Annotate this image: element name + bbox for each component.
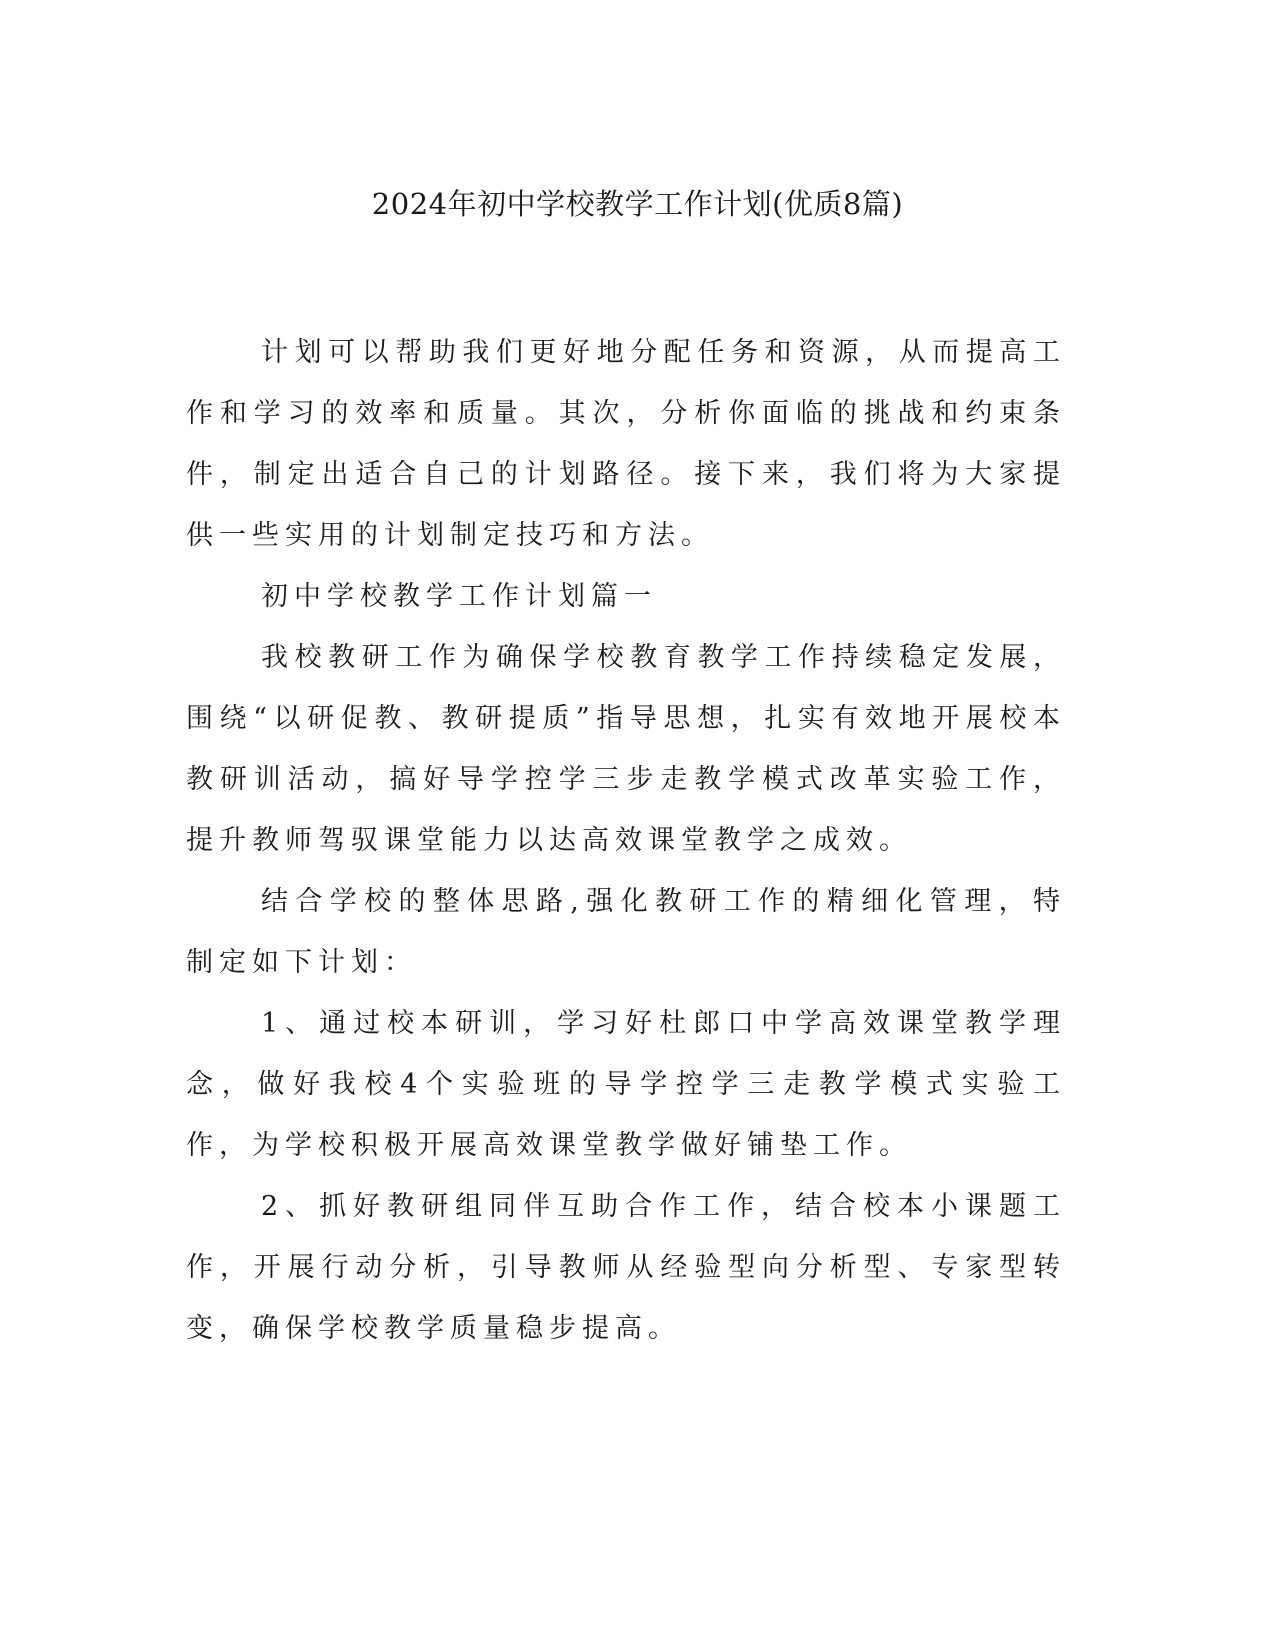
section-heading: 初中学校教学工作计划篇一 — [261, 581, 657, 612]
list-item-paragraph: 2、抓好教研组同伴互助合作工作，结合校本小课题工作，开展行动分析，引导教师从经验型向分析型、专家型转变，确保学校教学质量稳步提高。 — [186, 1191, 1066, 1344]
body-paragraph: 我校教研工作为确保学校教育教学工作持续稳定发展，围绕“以研促教、教研提质”指导思想，扎实有效地开展校本教研训活动，搞好导学控学三步走教学模式改革实验工作，提升教师驾驭课堂能力以达高效课堂教学之成效。 — [186, 642, 1066, 856]
intro-paragraph: 计划可以帮助我们更好地分配任务和资源，从而提高工作和学习的效率和质量。其次，分析你面临的挑战和约束条件，制定出适合自己的计划路径。接下来，我们将为大家提供一些实用的计划制定技巧和方法。 — [186, 337, 1066, 551]
document-body — [186, 322, 1066, 1359]
document-title: 2024年初中学校教学工作计划(优质8篇) — [371, 187, 904, 221]
body-paragraph: 结合学校的整体思路,强化教研工作的精细化管理，特制定如下计划： — [186, 886, 1066, 978]
list-item-paragraph: 1、通过校本研训，学习好杜郎口中学高效课堂教学理念，做好我校4个实验班的导学控学三走教学模式实验工作，为学校积极开展高效课堂教学做好铺垫工作。 — [186, 1008, 1066, 1161]
